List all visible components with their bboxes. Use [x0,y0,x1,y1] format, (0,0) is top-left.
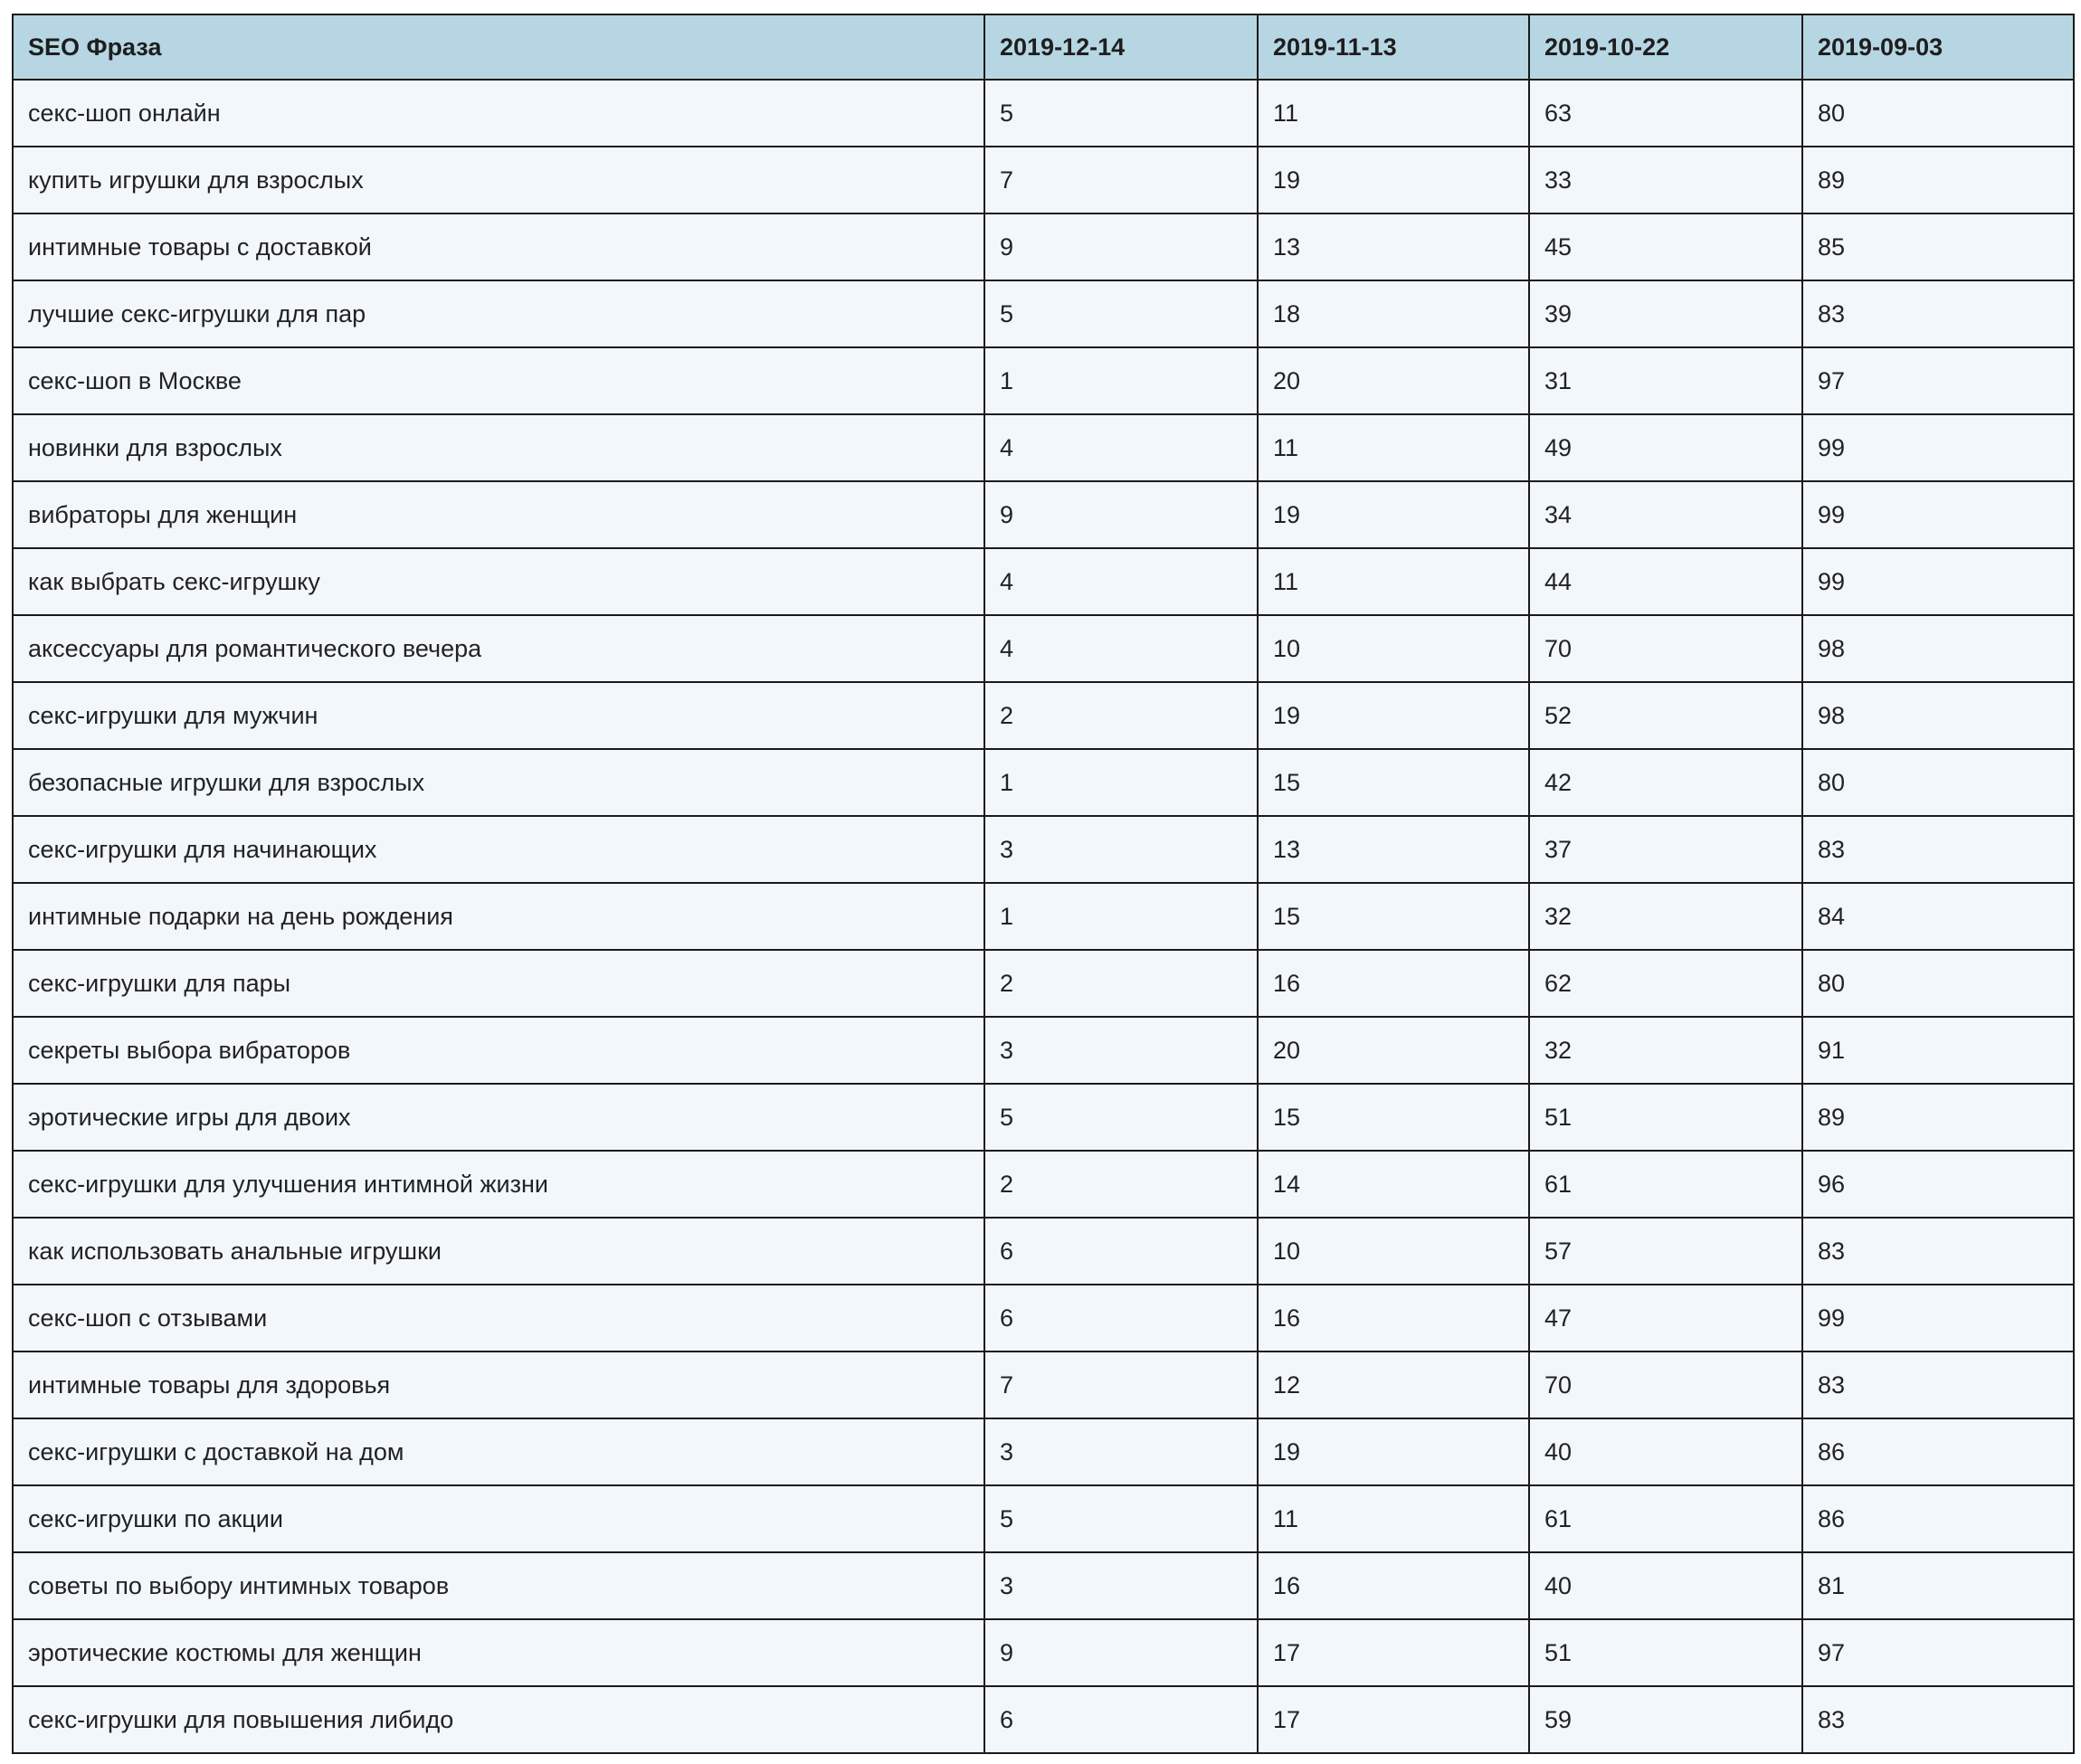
position-cell-date-3: 61 [1529,1151,1802,1218]
table-row [13,615,2074,682]
position-cell-date-3: 49 [1529,414,1802,481]
position-cell-date-3: 47 [1529,1285,1802,1351]
seo-phrase-cell: интимные товары с доставкой [13,213,984,280]
position-cell-date-1: 3 [984,1017,1258,1084]
position-cell-date-1: 3 [984,1552,1258,1619]
position-cell-date-3: 62 [1529,950,1802,1017]
seo-phrase-cell: новинки для взрослых [13,414,984,481]
position-cell-date-1: 7 [984,147,1258,213]
seo-phrase-cell: секс-игрушки для мужчин [13,682,984,749]
position-cell-date-3: 59 [1529,1686,1802,1753]
position-cell-date-1: 2 [984,1151,1258,1218]
position-cell-date-1: 7 [984,1351,1258,1418]
position-cell-date-2: 15 [1258,883,1529,950]
table-header-row [13,14,2074,80]
column-header-date-1: 2019-12-14 [984,14,1258,80]
position-cell-date-1: 1 [984,749,1258,816]
position-cell-date-1: 3 [984,1418,1258,1485]
position-cell-date-3: 40 [1529,1418,1802,1485]
seo-phrase-cell: секс-игрушки для пары [13,950,984,1017]
position-cell-date-3: 70 [1529,1351,1802,1418]
column-header-date-4: 2019-09-03 [1802,14,2074,80]
position-cell-date-4: 83 [1802,1686,2074,1753]
seo-phrase-cell: секс-игрушки для повышения либидо [13,1686,984,1753]
table-row [13,1285,2074,1351]
seo-phrase-cell: лучшие секс-игрушки для пар [13,280,984,347]
position-cell-date-1: 4 [984,548,1258,615]
seo-phrase-cell: эротические игры для двоих [13,1084,984,1151]
position-cell-date-3: 51 [1529,1619,1802,1686]
position-cell-date-4: 83 [1802,1218,2074,1285]
position-cell-date-3: 32 [1529,1017,1802,1084]
position-cell-date-1: 6 [984,1218,1258,1285]
position-cell-date-4: 86 [1802,1485,2074,1552]
position-cell-date-2: 11 [1258,548,1529,615]
position-cell-date-2: 15 [1258,1084,1529,1151]
position-cell-date-2: 20 [1258,1017,1529,1084]
position-cell-date-4: 99 [1802,548,2074,615]
position-cell-date-2: 14 [1258,1151,1529,1218]
position-cell-date-4: 84 [1802,883,2074,950]
table-row [13,1218,2074,1285]
table-row [13,1619,2074,1686]
position-cell-date-2: 13 [1258,213,1529,280]
position-cell-date-3: 45 [1529,213,1802,280]
position-cell-date-4: 80 [1802,749,2074,816]
table-row [13,414,2074,481]
position-cell-date-2: 10 [1258,1218,1529,1285]
position-cell-date-2: 15 [1258,749,1529,816]
position-cell-date-4: 83 [1802,280,2074,347]
position-cell-date-4: 98 [1802,615,2074,682]
position-cell-date-1: 9 [984,481,1258,548]
position-cell-date-2: 11 [1258,80,1529,147]
position-cell-date-3: 34 [1529,481,1802,548]
position-cell-date-3: 52 [1529,682,1802,749]
position-cell-date-3: 33 [1529,147,1802,213]
table-row [13,1686,2074,1753]
position-cell-date-3: 40 [1529,1552,1802,1619]
position-cell-date-4: 99 [1802,414,2074,481]
table-body [13,80,2074,1753]
position-cell-date-2: 10 [1258,615,1529,682]
position-cell-date-2: 19 [1258,147,1529,213]
seo-phrase-cell: эротические костюмы для женщин [13,1619,984,1686]
position-cell-date-1: 6 [984,1686,1258,1753]
table-row [13,347,2074,414]
seo-phrase-cell: вибраторы для женщин [13,481,984,548]
seo-phrase-cell: купить игрушки для взрослых [13,147,984,213]
table-row [13,749,2074,816]
seo-rankings-table [12,14,2075,1754]
position-cell-date-3: 37 [1529,816,1802,883]
position-cell-date-1: 9 [984,1619,1258,1686]
position-cell-date-3: 31 [1529,347,1802,414]
seo-phrase-cell: секс-игрушки по акции [13,1485,984,1552]
position-cell-date-4: 86 [1802,1418,2074,1485]
position-cell-date-1: 1 [984,347,1258,414]
table-row [13,1017,2074,1084]
position-cell-date-3: 63 [1529,80,1802,147]
position-cell-date-2: 16 [1258,1552,1529,1619]
position-cell-date-1: 5 [984,280,1258,347]
table-row [13,1351,2074,1418]
table-row [13,80,2074,147]
position-cell-date-3: 51 [1529,1084,1802,1151]
position-cell-date-2: 17 [1258,1686,1529,1753]
table-row [13,1552,2074,1619]
column-header-date-3: 2019-10-22 [1529,14,1802,80]
position-cell-date-3: 70 [1529,615,1802,682]
position-cell-date-3: 61 [1529,1485,1802,1552]
position-cell-date-3: 44 [1529,548,1802,615]
table-row [13,1485,2074,1552]
seo-phrase-cell: секс-игрушки с доставкой на дом [13,1418,984,1485]
position-cell-date-1: 5 [984,1084,1258,1151]
position-cell-date-2: 11 [1258,1485,1529,1552]
position-cell-date-1: 2 [984,682,1258,749]
position-cell-date-3: 57 [1529,1218,1802,1285]
position-cell-date-4: 91 [1802,1017,2074,1084]
seo-phrase-cell: секс-шоп в Москве [13,347,984,414]
position-cell-date-2: 17 [1258,1619,1529,1686]
table-row [13,816,2074,883]
position-cell-date-3: 42 [1529,749,1802,816]
table-row [13,280,2074,347]
table-row [13,682,2074,749]
table-row [13,481,2074,548]
seo-phrase-cell: как выбрать секс-игрушку [13,548,984,615]
seo-phrase-cell: интимные товары для здоровья [13,1351,984,1418]
table-row [13,1151,2074,1218]
position-cell-date-1: 9 [984,213,1258,280]
seo-phrase-cell: советы по выбору интимных товаров [13,1552,984,1619]
position-cell-date-4: 83 [1802,1351,2074,1418]
position-cell-date-2: 19 [1258,1418,1529,1485]
seo-phrase-cell: секс-шоп онлайн [13,80,984,147]
seo-phrase-cell: как использовать анальные игрушки [13,1218,984,1285]
position-cell-date-4: 85 [1802,213,2074,280]
seo-phrase-cell: интимные подарки на день рождения [13,883,984,950]
position-cell-date-2: 12 [1258,1351,1529,1418]
position-cell-date-2: 11 [1258,414,1529,481]
seo-phrase-cell: секреты выбора вибраторов [13,1017,984,1084]
position-cell-date-4: 89 [1802,147,2074,213]
position-cell-date-1: 4 [984,414,1258,481]
table-row [13,548,2074,615]
seo-phrase-cell: секс-игрушки для начинающих [13,816,984,883]
position-cell-date-1: 3 [984,816,1258,883]
table-row [13,1418,2074,1485]
position-cell-date-2: 20 [1258,347,1529,414]
position-cell-date-2: 19 [1258,481,1529,548]
position-cell-date-1: 6 [984,1285,1258,1351]
position-cell-date-4: 89 [1802,1084,2074,1151]
position-cell-date-4: 81 [1802,1552,2074,1619]
column-header-date-2: 2019-11-13 [1258,14,1529,80]
seo-phrase-cell: секс-шоп с отзывами [13,1285,984,1351]
position-cell-date-4: 80 [1802,950,2074,1017]
seo-phrase-cell: безопасные игрушки для взрослых [13,749,984,816]
table-row [13,213,2074,280]
position-cell-date-4: 97 [1802,1619,2074,1686]
position-cell-date-1: 5 [984,1485,1258,1552]
position-cell-date-4: 97 [1802,347,2074,414]
column-header-seo-phrase: SEO Фраза [13,14,984,80]
table-row [13,1084,2074,1151]
table-row [13,883,2074,950]
position-cell-date-4: 99 [1802,481,2074,548]
position-cell-date-1: 5 [984,80,1258,147]
position-cell-date-1: 4 [984,615,1258,682]
position-cell-date-4: 98 [1802,682,2074,749]
position-cell-date-4: 80 [1802,80,2074,147]
position-cell-date-3: 39 [1529,280,1802,347]
position-cell-date-2: 16 [1258,950,1529,1017]
position-cell-date-2: 19 [1258,682,1529,749]
position-cell-date-4: 83 [1802,816,2074,883]
position-cell-date-2: 18 [1258,280,1529,347]
position-cell-date-4: 96 [1802,1151,2074,1218]
position-cell-date-2: 16 [1258,1285,1529,1351]
position-cell-date-1: 2 [984,950,1258,1017]
seo-phrase-cell: секс-игрушки для улучшения интимной жизни [13,1151,984,1218]
seo-phrase-cell: аксессуары для романтического вечера [13,615,984,682]
position-cell-date-4: 99 [1802,1285,2074,1351]
table-row [13,950,2074,1017]
table-row [13,147,2074,213]
position-cell-date-3: 32 [1529,883,1802,950]
position-cell-date-2: 13 [1258,816,1529,883]
position-cell-date-1: 1 [984,883,1258,950]
